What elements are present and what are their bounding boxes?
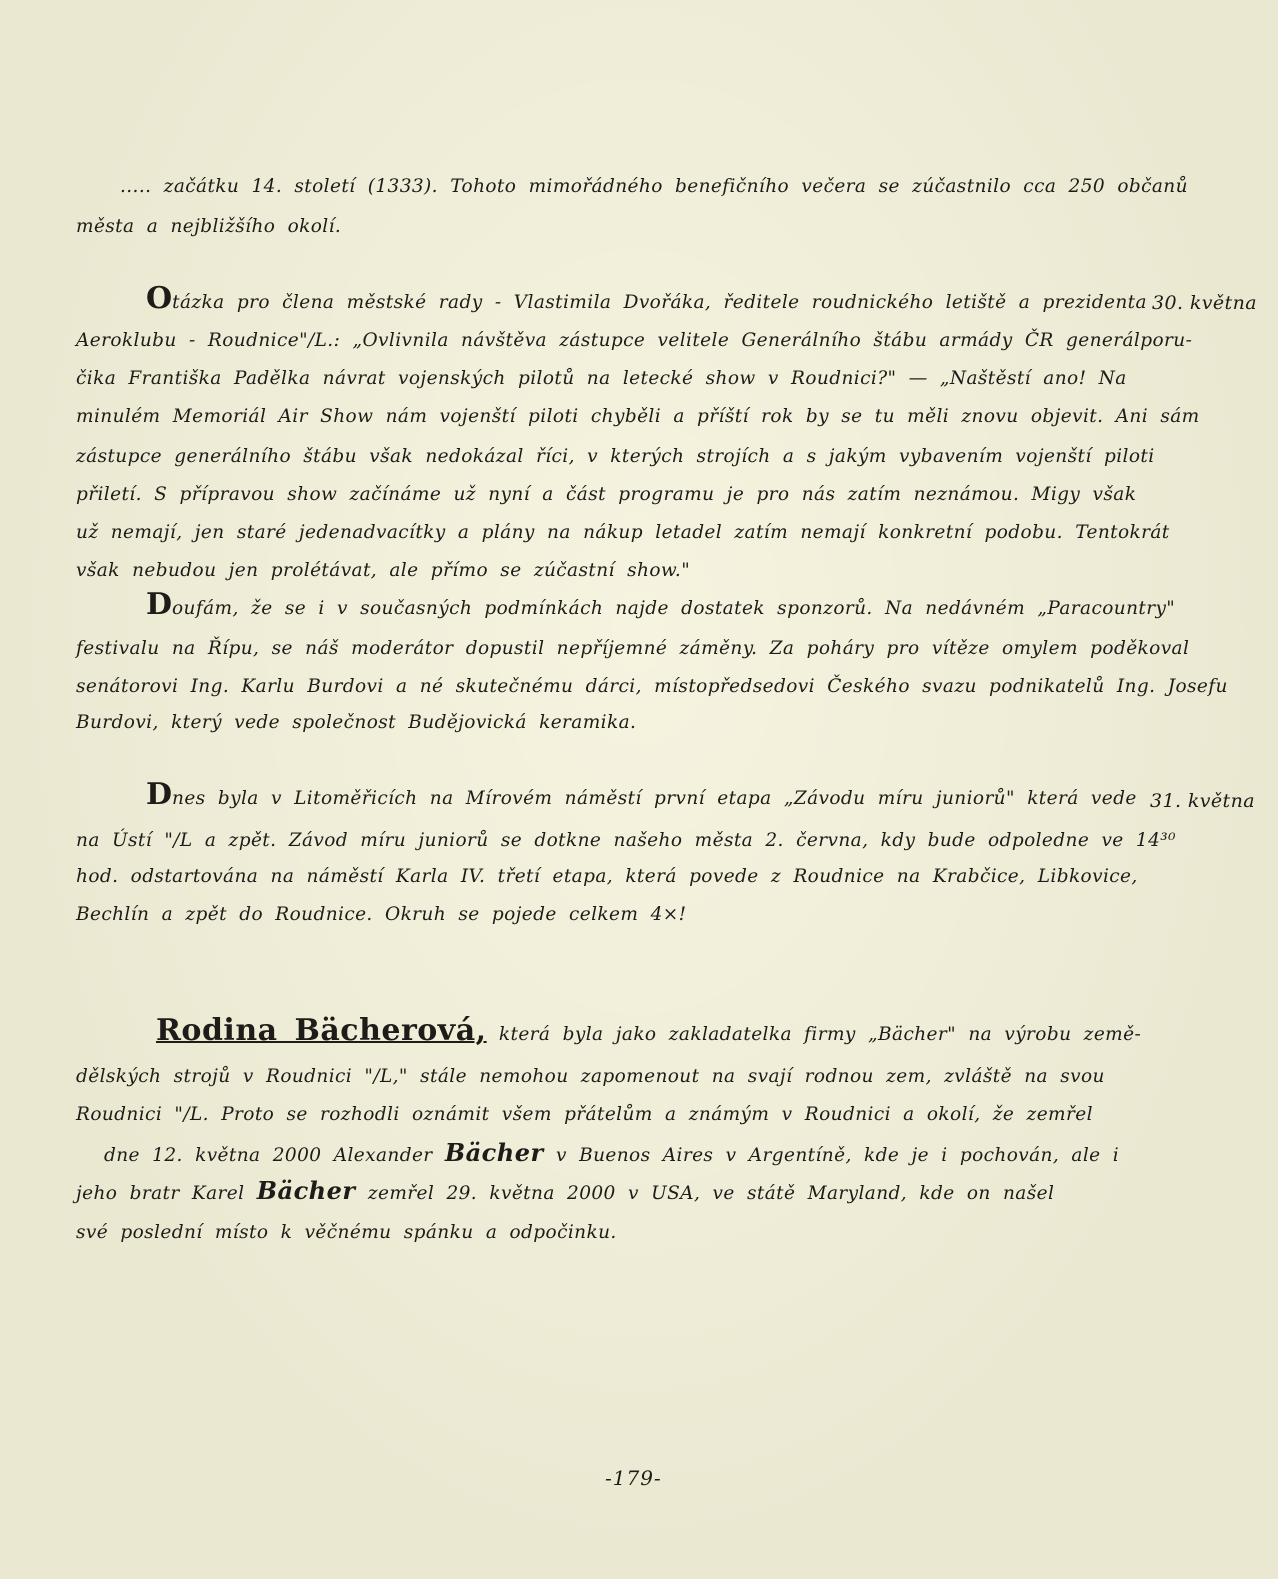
entry-date-31-may: 31. května: [1150, 790, 1255, 812]
paragraph2-line8: však nebudou jen prolétávat, ale přímo se zúčastní show.": [76, 560, 691, 581]
paragraph2-line4: minulém Memoriál Air Show nám vojenští piloti chyběli a příští rok by se tu měli znovu objevit. Ani sám: [76, 406, 1200, 427]
paragraph5-line4: [104, 1138, 1120, 1167]
paragraph2-line7: už nemají, jen staré jedenadvacítky a plány na nákup letadel zatím nemají konkretní podobu. Tentokrát: [76, 522, 1170, 543]
paragraph3-line1-text: oufám, že se i v současných podmínkách najde dostatek sponzorů. Na nedávném „Paracountry": [172, 598, 1176, 619]
paragraph2-line3: čika Františka Padělka návrat vojenských pilotů na letecké show v Roudnici?" — „Naštěstí ano! Na: [76, 368, 1127, 389]
paragraph5-line4-pre: dne 12. května 2000 Alexander: [104, 1145, 433, 1166]
paragraph5-line2: dělských strojů v Roudnici "/L," stále nemohou zapomenout na svají rodnou zem, zvláště na svou: [76, 1066, 1105, 1087]
paragraph3-line1: [146, 587, 1176, 622]
paragraph5-line1: [156, 1013, 1142, 1048]
paragraph1-line2: města a nejbližšího okolí.: [76, 216, 342, 237]
paragraph3-line3: senátorovi Ing. Karlu Burdovi a né skutečnému dárci, místopředsedovi Českého svazu podnikatelů Ing. Josefu: [76, 676, 1228, 697]
paragraph4-initial: D: [146, 777, 173, 812]
paragraph2-line2: Aeroklubu - Roudnice"/L.: „Ovlivnila návštěva zástupce velitele Generálního štábu armády ČR generálporu-: [76, 330, 1193, 351]
page-number: -179-: [605, 1466, 662, 1490]
paragraph5-line4-post: v Buenos Aires v Argentíně, kde je i pochován, ale i: [555, 1145, 1120, 1166]
paragraph5-line5-post: zemřel 29. května 2000 v USA, ve státě Maryland, kde on našel: [367, 1183, 1055, 1204]
paragraph3-line4: Burdovi, který vede společnost Budějovická keramika.: [76, 712, 637, 733]
paragraph1-line1: ..... začátku 14. století (1333). Tohoto mimořádného benefičního večera se zúčastnilo cca 250 občanů: [120, 176, 1188, 197]
paragraph5-line3: Roudnici "/L. Proto se rozhodli oznámit všem přátelům a známým v Roudnici a okolí, že zemřel: [76, 1104, 1093, 1125]
entry-date-30-may: 30. května: [1152, 292, 1257, 314]
paragraph4-line2: na Ústí "/L a zpět. Závod míru juniorů se dotkne našeho města 2. června, kdy bude odpoledne ve 14³⁰: [76, 830, 1176, 851]
paragraph5-line1-text: která byla jako zakladatelka firmy „Bächer" na výrobu země-: [498, 1024, 1142, 1045]
paragraph2-line1: [146, 281, 1147, 316]
paragraph3-initial: D: [146, 587, 173, 622]
paragraph4-line1: [146, 777, 1137, 812]
paragraph4-line3: hod. odstartována na náměstí Karla IV. třetí etapa, která povede z Roudnice na Krabčice, Libkovice,: [76, 866, 1138, 887]
name-karel-bacher: Bächer: [256, 1176, 356, 1205]
paragraph5-line6: své poslední místo k věčnému spánku a odpočinku.: [76, 1222, 617, 1243]
paragraph5-line5-pre: jeho bratr Karel: [76, 1183, 245, 1204]
name-alexander-bacher: Bächer: [444, 1138, 544, 1167]
paragraph2-initial: O: [146, 281, 173, 316]
paragraph5-line5: [76, 1176, 1055, 1205]
paragraph3-line2: festivalu na Řípu, se náš moderátor dopustil nepříjemné záměny. Za poháry pro vítěze omylem poděkoval: [76, 638, 1190, 659]
paragraph4-line1-text: nes byla v Litoměřicích na Mírovém náměstí první etapa „Závodu míru juniorů" která vede: [172, 788, 1137, 809]
family-name-heading: Rodina Bächerová,: [156, 1013, 487, 1048]
paragraph2-line5: zástupce generálního štábu však nedokázal říci, v kterých strojích a s jakým vybavením vojenští piloti: [76, 446, 1155, 467]
paragraph2-line1-text: tázka pro člena městské rady - Vlastimila Dvořáka, ředitele roudnického letiště a prezidenta: [172, 292, 1147, 313]
paragraph2-line6: přiletí. S přípravou show začínáme už nyní a část programu je pro nás zatím neznámou. Migy však: [76, 484, 1137, 505]
paragraph4-line4: Bechlín a zpět do Roudnice. Okruh se pojede celkem 4×!: [76, 904, 687, 925]
